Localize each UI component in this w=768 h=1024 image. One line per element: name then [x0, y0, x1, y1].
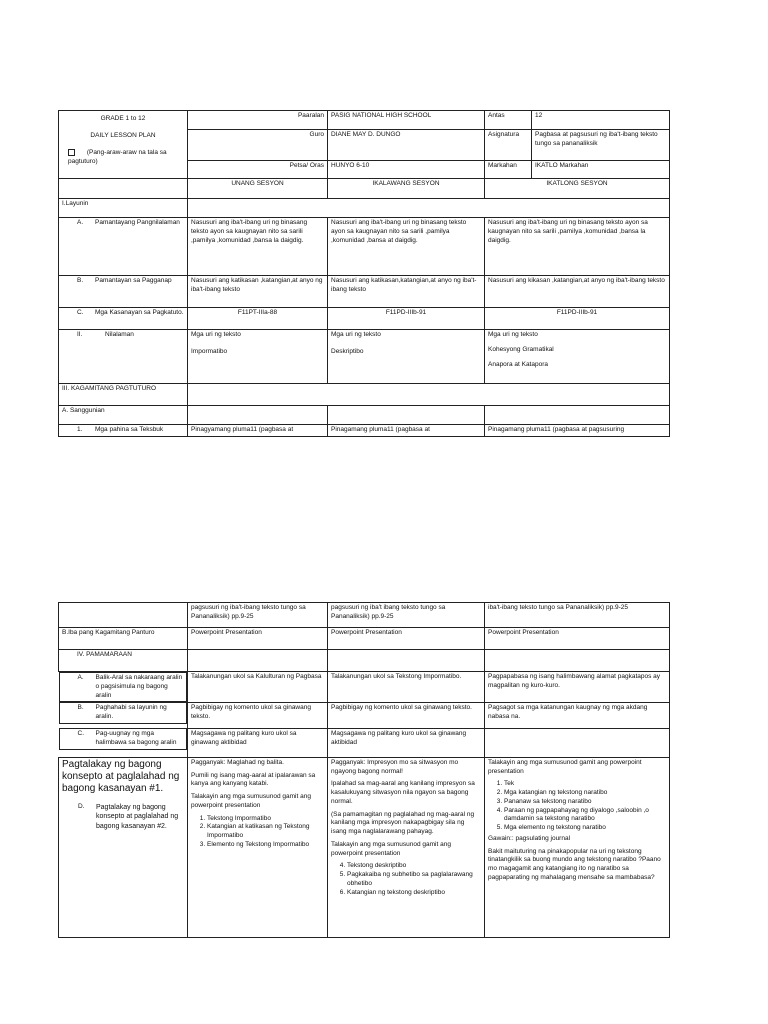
- pag-uugnay-label: C. Pag-uugnay ng mga halimbawa sa bagong aralin: [59, 728, 188, 750]
- balik-aral-2: Talakanungan ukol sa Tekstong Impormatibo.: [328, 672, 485, 703]
- pagtalakay-session-2: Pagganyak: Impresyon mo sa sitwasyon mo ngayong bagong normal! Ipalahad sa mag-aaral ang kanilang impresyon sa kasalukuyang sitwasyon nila ngayon sa bagong normal. (Sa pamamagitan ng paglalahad ng mag-aaral ng kanilang mga impresyon nakapagbigay sila ng isang mga naglalarawang pahayag. Talakayin ang mga sumusunod gamit ang powerpoint presentation 4. Tekstong deskriptibo 5. Pagkakaiba ng subhetibo sa paglalarawang obhetibo 6. Katangian ng tekstong deskriptibo: [328, 757, 485, 937]
- layunin-heading: I.Layunin: [59, 199, 188, 218]
- ikalawang-sesyon-header: IKALAWANG SESYON: [328, 179, 485, 199]
- balik-aral-1: Talakanungan ukol sa Kalulturan ng Pagbasa: [188, 672, 328, 703]
- petsa-value: HUNYO 6-10: [328, 161, 485, 179]
- sanggunian-session-1: [188, 406, 328, 425]
- balik-aral-3: Pagpapabasa ng isang halimbawang alamat pagkatapos ay magpalitan ng kuro-kuro.: [485, 672, 670, 703]
- pamamaraan-heading: IV. PAMAMARAAN: [59, 650, 188, 672]
- antas-label: Antas: [485, 111, 532, 130]
- lesson-plan-table-page-1: [58, 110, 670, 437]
- petsa-label: Petsa/ Oras: [188, 161, 328, 179]
- pag-uugnay-2: Magsagawa ng palitang kuro ukol sa ginawang aktibidad: [328, 728, 485, 757]
- pamantayang-session-1: Nasusuri ang iba't-ibang uri ng binasang teksto ayon sa kaugnayan nito sa sarili ,pamilya ,komunidad ,bansa la daigdig.: [188, 218, 328, 276]
- pagtalakay-label-cell: [59, 757, 188, 937]
- pahina-session-3: Pinagamang pluma11 (pagbasa at pagsusuring: [485, 425, 670, 437]
- daily-lesson-plan-label: DAILY LESSON PLAN: [90, 131, 156, 139]
- pagganap-session-1: Nasusuri ang katikasan ,katangian,at anyo ng iba't-ibang teksto: [188, 276, 328, 308]
- pagtalakay-session-3: Talakayin ang mga sumusunod gamit ang powerpoint presentation 1. Tek 2. Mga katangian ng tekstong naratibo 3. Pananaw sa tekstong naratibo 4. Paraan ng pagpapahayag ng diyalogo ,saloobin ,o damdamin sa tekstong naratibo 5. Mga elemento ng tekstong naratibo Gawain:: pagsulating journal Bakit maituturing na pinakapopular na uri ng tekstong tinatangkilik sa buong mundo ang tekstong naratibo ?Paano mo magagamit ang katangiang ito ng naratibo sa pagpaparating ng mahalagang mensahe sa mambabasa?: [485, 757, 670, 937]
- plan-subtitle-row: [62, 149, 184, 167]
- unang-sesyon-header: UNANG SESYON: [188, 179, 328, 199]
- pamamaraan-blank-3: [485, 650, 670, 672]
- markahan-value: IKATLO Markahan: [532, 161, 670, 179]
- sanggunian-cont-1: pagsusuri ng iba't-ibang teksto tungo sa Pananaliksik) pp.9-25: [188, 603, 328, 628]
- pagtalakay-list-1: 1. Tekstong Impormatibo 2. Katangian at katikasan ng Tekstong Impormatibo 3. Elemento ng Tekstong Impormatibo: [207, 815, 324, 850]
- sanggunian-cont-2: pagsusuri ng iba't ibang teksto tungo sa Pananaliksik) pp.9-25: [328, 603, 485, 628]
- nilalaman-session-1: Mga uri ng teksto Impormatibo: [188, 330, 328, 384]
- blank-cell: [59, 603, 188, 628]
- iba-pang-kagamitan-3: Powerpoint Presentation: [485, 628, 670, 650]
- sanggunian-label: A. Sanggunian: [59, 406, 188, 425]
- paghahabi-label: B. Paghahabi sa layunin ng aralin.: [59, 702, 188, 724]
- grade-label: GRADE 1 to 12: [100, 115, 146, 122]
- kagamitan-blank: [188, 384, 670, 406]
- pagtalakay-session-1: Pagganyak: Maglahad ng balita. Pumili ng isang mag-aaral at ipalarawan sa kanya ang kanyang katabi. Talakayin ang mga sumusunod gamit ang powerpoint presentation 1. Tekstong Impormatibo 2. Katangian at katikasan ng Tekstong Impormatibo 3. Elemento ng Tekstong Impormatibo: [188, 757, 328, 937]
- pagtalakay-list-2: 4. Tekstong deskriptibo 5. Pagkakaiba ng subhetibo sa paglalarawang obhetibo 6. Katangian ng tekstong deskriptibo: [347, 862, 481, 897]
- kagamitan-heading: III. KAGAMITANG PAGTUTURO: [59, 384, 188, 406]
- asignatura-label: Asignatura: [485, 130, 532, 161]
- nilalaman-session-3: Mga uri ng teksto Kohesyong Gramatikal Anapora at Katapora: [485, 330, 670, 384]
- pagganap-session-3: Nasusuri ang kikasan ,katangian,at anyo ng iba't-ibang teksto: [485, 276, 670, 308]
- sanggunian-session-3: [485, 406, 670, 425]
- paghahabi-2: Pagbibigay ng komento ukol sa ginawang teksto.: [328, 702, 485, 728]
- paghahabi-1: Pagbibigay ng komento ukol sa ginawang teksto.: [188, 702, 328, 728]
- pamantayang-session-2: Nasusuri ang iba't-ibang uri ng binasang teksto ayon sa kaugnayan nito sa sarili ,pamilya ,komunidad ,bansa at daigdig.: [328, 218, 485, 276]
- pamamaraan-blank-2: [328, 650, 485, 672]
- nilalaman-session-2: Mga uri ng teksto Deskriptibo: [328, 330, 485, 384]
- iba-pang-kagamitan-2: Powerpoint Presentation: [328, 628, 485, 650]
- pag-uugnay-1: Magsagawa ng palitang kuro ukol sa ginawang aktibidad: [188, 728, 328, 757]
- iba-pang-kagamitan-1: Powerpoint Presentation: [188, 628, 328, 650]
- kasanayan-session-3: F11PD-IIIb-91: [485, 308, 670, 330]
- pahina-session-1: Pinagyamang pluma11 (pagbasa at: [188, 425, 328, 437]
- pamamaraan-blank-1: [188, 650, 328, 672]
- pagganap-session-2: Nasusuri ang katikasan,katangian,at anyo ng iba't-ibang teksto: [328, 276, 485, 308]
- balik-aral-label: A. Balik-Aral sa nakaraang aralin o pagsisimula ng bagong aralin: [59, 672, 188, 702]
- pagtalakay-list-3: 1. Tek 2. Mga katangian ng tekstong naratibo 3. Pananaw sa tekstong naratibo 4. Paraan ng pagpapahayag ng diyalogo ,saloobin ,o damdamin sa tekstong naratibo 5. Mga elemento ng tekstong naratibo: [504, 780, 666, 833]
- antas-value: 12: [532, 111, 670, 130]
- pagtalakay-1-label: Pagtalakay ng bagong konsepto at paglalahad ng bagong kasanayan #1.: [62, 758, 180, 794]
- pahina-session-2: Pinagamang pluma11 (pagbasa at: [328, 425, 485, 437]
- paaralan-value: PASIG NATIONAL HIGH SCHOOL: [328, 111, 485, 130]
- layunin-blank: [188, 199, 670, 218]
- asignatura-value: Pagbasa at pagsusuri ng iba't-ibang teksto tungo sa pananaliksik: [532, 130, 670, 161]
- sanggunian-session-2: [328, 406, 485, 425]
- pagganap-label: B. Pamantayan sa Pagganap: [59, 276, 188, 308]
- paghahabi-3: Pagsagot sa mga katanungan kaugnay ng mga akdang nabasa na.: [485, 702, 670, 728]
- markahan-label: Markahan: [485, 161, 532, 179]
- checkbox-icon: [68, 149, 75, 156]
- kasanayan-session-1: F11PT-IIIa-88: [188, 308, 328, 330]
- ikatlong-sesyon-header: IKATLONG SESYON: [485, 179, 670, 199]
- kasanayan-session-2: F11PD-IIIb-91: [328, 308, 485, 330]
- pahina-label: 1. Mga pahina sa Teksbuk: [59, 425, 188, 437]
- guro-label: Guro: [188, 130, 328, 161]
- nilalaman-label: II. Nilalaman: [59, 330, 188, 384]
- pagtalakay-2-label: D. Pagtalakay ng bagong konsepto at paglalahad ng bagong kasanayan #2.: [78, 802, 179, 830]
- sanggunian-cont-3: iba't-ibang teksto tungo sa Pananaliksik) pp.9-25: [485, 603, 670, 628]
- pag-uugnay-3: [485, 728, 670, 757]
- iba-pang-kagamitan-label: B.Iba pang Kagamitang Panturo: [59, 628, 188, 650]
- pamantayang-label: A. Pamantayang Pangnilalaman: [59, 218, 188, 276]
- guro-value: DIANE MAY D. DUNGO: [328, 130, 485, 161]
- plan-subtitle: (Pang-araw-araw na tala sa pagtuturo): [68, 148, 167, 165]
- pamantayang-session-3: Nasusuri ang iba't-ibang uri ng binasang teksto ayon sa kaugnayan nito sa sarili ,pamilya ,komunidad ,bansa la daigdig.: [485, 218, 670, 276]
- paaralan-label: Paaralan: [188, 111, 328, 130]
- blank-cell: [59, 179, 188, 199]
- kasanayan-label: C. Mga Kasanayan sa Pagkatuto.: [59, 308, 188, 330]
- lesson-plan-table-page-2: [58, 602, 670, 938]
- header-title-block: [59, 111, 188, 179]
